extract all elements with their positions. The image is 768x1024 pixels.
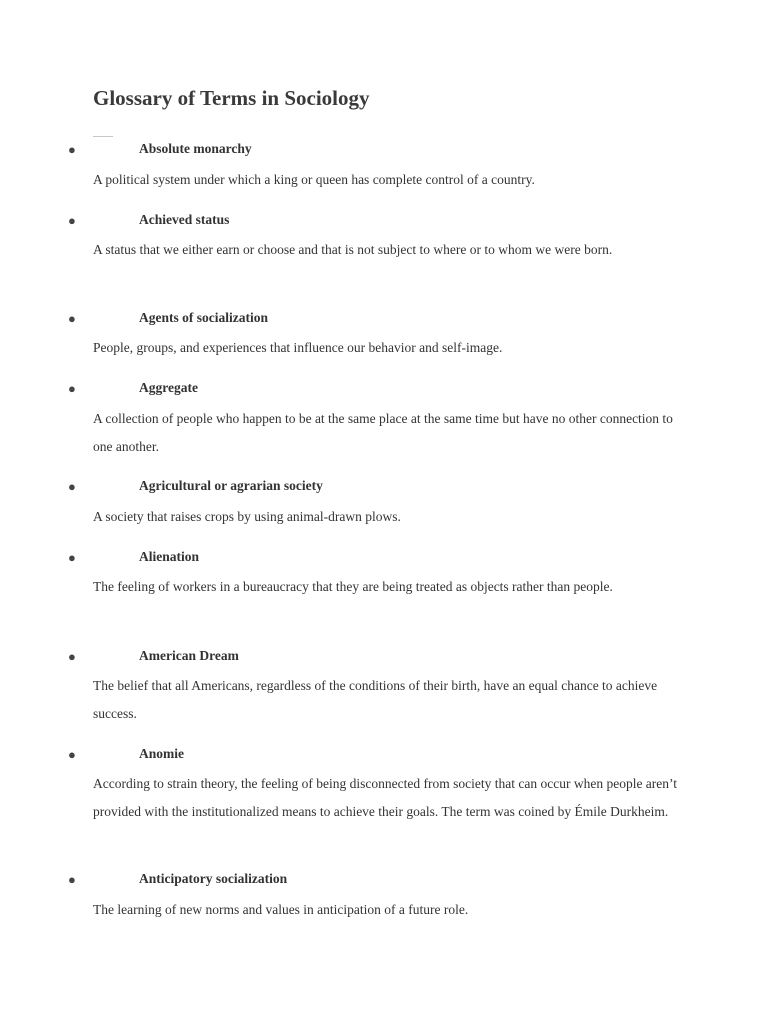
bullet-icon: ●: [68, 550, 76, 565]
bullet-icon: ●: [68, 479, 76, 494]
glossary-term: Anomie: [139, 746, 184, 761]
bullet-icon: ●: [68, 213, 76, 228]
glossary-term: American Dream: [139, 648, 239, 663]
bullet-icon: ●: [68, 649, 76, 664]
bullet-icon: ●: [68, 142, 76, 157]
glossary-term: Achieved status: [139, 212, 230, 227]
bullet-icon: ●: [68, 311, 76, 326]
glossary-definition: A political system under which a king or queen has complete control of a country.: [93, 172, 535, 187]
glossary-term: Aggregate: [139, 380, 198, 395]
glossary-term: Agents of socialization: [139, 310, 268, 325]
glossary-definition: According to strain theory, the feeling of being disconnected from society that can occur when people aren’t provided with the institutionalized means to achieve their goals. The term was coined by Émile Durkheim.: [93, 776, 678, 819]
bullet-icon: ●: [68, 872, 76, 887]
glossary-definition: A collection of people who happen to be at the same place at the same time but have no other connection to one another.: [93, 411, 673, 454]
glossary-definition: A society that raises crops by using animal-drawn plows.: [93, 509, 401, 524]
title-divider: [93, 136, 113, 137]
glossary-definition: A status that we either earn or choose and that is not subject to where or to whom we were born.: [93, 242, 613, 257]
glossary-term: Agricultural or agrarian society: [139, 478, 323, 493]
page-title: Glossary of Terms in Sociology: [93, 86, 370, 110]
glossary-term: Anticipatory socialization: [139, 871, 288, 886]
bullet-icon: ●: [68, 747, 76, 762]
glossary-definition: The belief that all Americans, regardless of the conditions of their birth, have an equal chance to achieve success.: [93, 678, 658, 721]
glossary-term: Alienation: [139, 549, 200, 564]
glossary-term: Absolute monarchy: [139, 141, 252, 156]
glossary-definition: People, groups, and experiences that influence our behavior and self-image.: [93, 340, 503, 355]
glossary-definition: The feeling of workers in a bureaucracy that they are being treated as objects rather than people.: [93, 579, 613, 594]
glossary-definition: The learning of new norms and values in anticipation of a future role.: [93, 902, 469, 917]
bullet-icon: ●: [68, 381, 76, 396]
